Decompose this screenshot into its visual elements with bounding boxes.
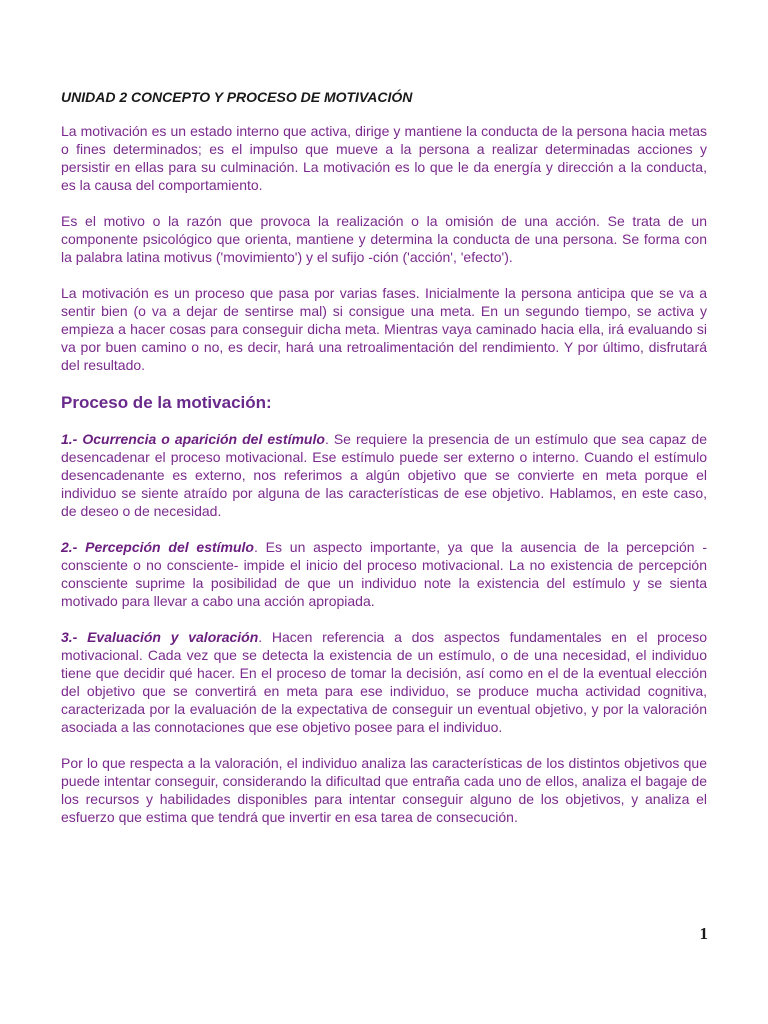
step-paragraph-2 xyxy=(61,538,707,610)
closing-paragraph: Por lo que respecta a la valoración, el individuo analiza las características de los distintos objetivos que puede intentar conseguir, considerando la dificultad que entraña cada uno de ellos, analiza el bagaje de los recursos y habilidades disponibles para intentar conseguir alguno de los objetivos, y analiza el esfuerzo que estima que tendrá que invertir en esa tarea de consecución. xyxy=(61,755,707,825)
step-1-lead: 1.- Ocurrencia o aparición del estímulo xyxy=(61,431,325,447)
page-number: 1 xyxy=(699,924,708,943)
section-heading: Proceso de la motivación: xyxy=(61,393,272,412)
step-paragraph-3 xyxy=(61,628,707,736)
intro-paragraph-2: Es el motivo o la razón que provoca la realización o la omisión de una acción. Se trata de un componente psicológico que orienta, mantiene y determina la conducta de una persona. Se forma con la palabra latina motivus ('movimiento') y el sufijo -ción ('acción', 'efecto'). xyxy=(61,213,707,265)
unit-title: UNIDAD 2 CONCEPTO Y PROCESO DE MOTIVACIÓN xyxy=(61,89,413,105)
intro-paragraph-1: La motivación es un estado interno que activa, dirige y mantiene la conducta de la persona hacia metas o fines determinados; es el impulso que mueve a la persona a realizar determinadas acciones y persistir en ellas para su culminación. La motivación es lo que le da energía y dirección a la conducta, es la causa del comportamiento. xyxy=(61,123,707,193)
step-3-lead: 3.- Evaluación y valoración xyxy=(61,629,259,645)
document-page xyxy=(61,88,707,844)
step-paragraph-1 xyxy=(61,430,707,520)
step-2-text: . Es un aspecto importante, ya que la ausencia de la percepción - consciente o no consciente- impide el inicio del proceso motivacional. La no existencia de percepción consciente suprime la posibilidad de que un individuo note la existencia del estímulo y se sienta motivado para llevar a cabo una acción apropiada. xyxy=(61,539,708,609)
step-2-lead: 2.- Percepción del estímulo xyxy=(61,539,254,555)
step-1-text: . Se requiere la presencia de un estímulo que sea capaz de desencadenar el proceso motivacional. Ese estímulo puede ser externo o interno. Cuando el estímulo desencadenante es externo, nos referimos a algún objetivo que se convierte en meta porque el individuo se siente atraído por alguna de las características de ese objetivo. Hablamos, en este caso, de deseo o de necesidad. xyxy=(61,431,708,519)
step-3-text: . Hacen referencia a dos aspectos fundamentales en el proceso motivacional. Cada vez que se detecta la existencia de un estímulo, o de una necesidad, el individuo tiene que decidir qué hacer. En el proceso de tomar la decisión, así como en el de la eventual elección del objetivo que se convertirá en meta para ese individuo, se produce mucha actividad cognitiva, caracterizada por la evaluación de la expectativa de conseguir un eventual objetivo, y por la valoración asociada a las connotaciones que ese objetivo posee para el individuo. xyxy=(61,629,707,735)
intro-paragraph-3: La motivación es un proceso que pasa por varias fases. Inicialmente la persona anticipa que se va a sentir bien (o va a dejar de sentirse mal) si consigue una meta. En un segundo tiempo, se activa y empieza a hacer cosas para conseguir dicha meta. Mientras vaya caminado hacia ella, irá evaluando si va por buen camino o no, es decir, hará una retroalimentación del rendimiento. Y por último, disfrutará del resultado. xyxy=(61,285,707,373)
